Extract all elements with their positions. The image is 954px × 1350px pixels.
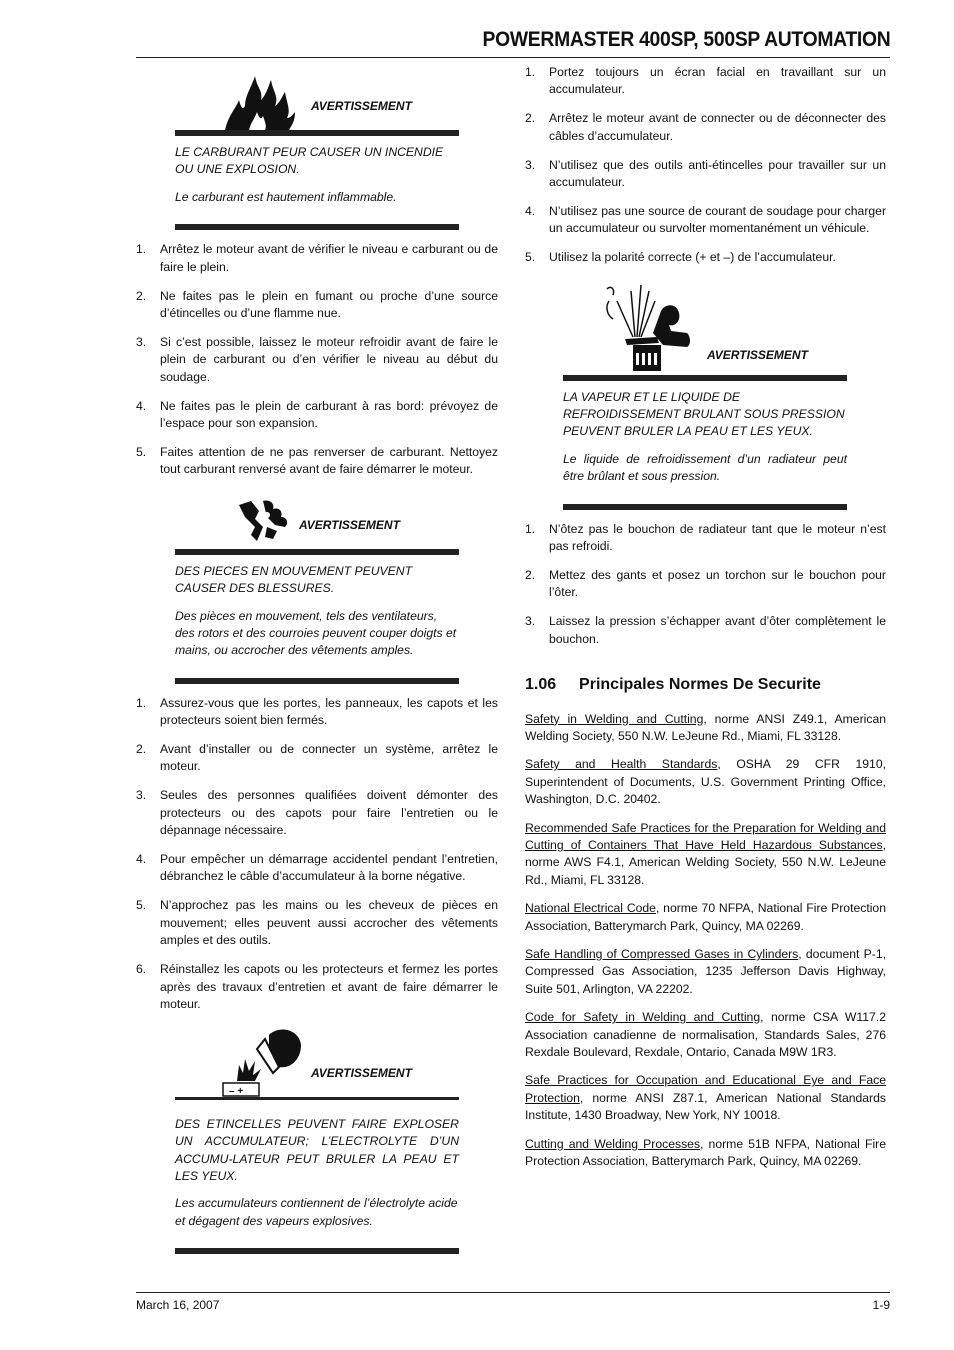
list-item: 2. Mettez des gants et posez un torchon sur le bouchon pour l’ôter. bbox=[525, 568, 886, 600]
moving-parts-list bbox=[136, 695, 498, 1014]
warning-text: Le liquide de refroidissement d’un radiateur peut être brûlant et sous pression. bbox=[563, 451, 847, 484]
list-item: 2. Ne faites pas le plein en fumant ou proche d’une source d’étincelles ou d’une flamme nue. bbox=[136, 288, 498, 320]
list-item: 3. Si c’est possible, laissez le moteur refroidir avant de faire le plein de carburant ou d’en vérifier le niveau au début du soudage. bbox=[136, 334, 498, 384]
reference-item: Safe Handling of Compressed Gases in Cylinders, document P-1, Compressed Gas Association, 1235 Jefferson Davis Highway, Suite 501, Arlington, VA 22202. bbox=[525, 947, 886, 996]
reference-item: National Electrical Code, norme 70 NFPA, National Fire Protection Association, Batterymarch Park, Quincy, MA 02269. bbox=[525, 901, 886, 933]
warning-text: Des pièces en mouvement, tels des ventilateurs, des rotors et des courroies peuvent couper doigts et mains, ou accrocher des vêtements amples. bbox=[175, 608, 457, 658]
radiator-steam-icon bbox=[603, 281, 697, 373]
right-column bbox=[525, 64, 886, 1181]
list-item: 1. Arrêtez le moteur avant de vérifier le niveau e carburant ou de faire le plein. bbox=[136, 242, 498, 274]
reference-item: Safety in Welding and Cutting, norme ANSI Z49.1, American Welding Society, 550 N.W. LeJeune Rd., Miami, FL 33128. bbox=[525, 711, 886, 743]
svg-text:– +: – + bbox=[229, 1085, 244, 1097]
battery-explosion-face-shield-icon bbox=[221, 1025, 303, 1097]
flame-icon bbox=[221, 70, 299, 130]
warning-bar-bottom bbox=[563, 504, 847, 510]
fuel-list bbox=[136, 241, 498, 478]
warning-caps: DES PIECES EN MOUVEMENT PEUVENT CAUSER DES BLESSURES. bbox=[175, 563, 413, 596]
list-item: 3. Seules des personnes qualifiées doivent démonter des protecteurs ou des capots pour faire l’entretien ou le dépannage nécessaire. bbox=[136, 788, 498, 838]
warning-caps: DES ETINCELLES PEUVENT FAIRE EXPLOSER UN ACCUMULATEUR; L’ELECTROLYTE D’UN ACCUMU-LATEUR PEUT BRULER LA PEAU ET LES YEUX. bbox=[175, 1116, 459, 1184]
list-item: 3. N’utilisez que des outils anti-étincelles pour travailler sur un accumulateur. bbox=[525, 157, 886, 190]
list-item: 1. N’ôtez pas le bouchon de radiateur tant que le moteur n’est pas refroidi. bbox=[525, 521, 886, 554]
list-item: 5. Utilisez la polarité correcte (+ et –) de l’accumulateur. bbox=[525, 250, 836, 265]
list-item: 5. Faites attention de ne pas renverser de carburant. Nettoyez tout carburant renversé avant de faire démarrer le moteur. bbox=[136, 444, 498, 477]
list-item: 2. Arrêtez le moteur avant de connecter ou de déconnecter des câbles d’accumulateur. bbox=[525, 111, 886, 143]
header-rule bbox=[136, 57, 890, 58]
footer-page-number: 1-9 bbox=[872, 1298, 890, 1312]
warning-steam bbox=[563, 281, 847, 510]
list-item: 4. Ne faites pas le plein de carburant à ras bord: prévoyez de l’espace pour son expansion. bbox=[136, 398, 498, 430]
warning-text: Les accumulateurs contiennent de l’électrolyte acide et dégagent des vapeurs explosives. bbox=[175, 1196, 458, 1228]
list-item: 3. Laissez la pression s’échapper avant d’ôter complètement le bouchon. bbox=[525, 614, 886, 646]
reference-item: Recommended Safe Practices for the Preparation for Welding and Cutting of Containers That Have Held Hazardous Substances, norme AWS F4.1, American Welding Society, 550 N.W. LeJeune Rd., Miami, FL 33128. bbox=[525, 820, 886, 887]
steam-list bbox=[525, 521, 886, 648]
reference-item: Safe Practices for Occupation and Educational Eye and Face Protection, norme ANSI Z87.1, American National Standards Institute, 1430 Broadway, New York, NY 10018. bbox=[525, 1073, 886, 1123]
warning-label: AVERTISSEMENT bbox=[311, 99, 412, 113]
warning-bar-bottom bbox=[175, 224, 459, 230]
list-item: 2. Avant d’installer ou de connecter un système, arrêtez le moteur. bbox=[136, 742, 498, 774]
reference-item: Safety and Health Standards, OSHA 29 CFR 1910, Superintendent of Documents, U.S. Government Printing Office, Washington, D.C. 20402. bbox=[525, 757, 886, 807]
warning-bar-bottom bbox=[175, 1248, 459, 1254]
reference-item: Code for Safety in Welding and Cutting, norme CSA W117.2 Association canadienne de normalisation, Standards Sales, 276 Rexdale Boulevard, Rexdale, Ontario, Canada M9W 1R3. bbox=[525, 1010, 886, 1060]
warning-caps: LA VAPEUR ET LE LIQUIDE DE REFROIDISSEMENT BRULANT SOUS PRESSION PEUVENT BRULER LA PEAU ET LES YEUX. bbox=[563, 389, 845, 439]
section-title: Principales Normes De Securite bbox=[579, 676, 821, 694]
warning-moving-parts bbox=[175, 493, 459, 684]
warning-caps: LE CARBURANT PEUR CAUSER UN INCENDIE OU UNE EXPLOSION. bbox=[175, 145, 444, 177]
references-list bbox=[525, 711, 886, 1171]
warning-fuel bbox=[175, 68, 459, 230]
warning-bar-bottom bbox=[175, 678, 459, 684]
left-column bbox=[136, 68, 498, 1254]
page-title: POWERMASTER 400SP, 500SP AUTOMATION bbox=[482, 28, 890, 51]
warning-text: Le carburant est hautement inflammable. bbox=[175, 189, 397, 204]
list-item: 1. Portez toujours un écran facial en travaillant sur un accumulateur. bbox=[525, 65, 886, 97]
footer-date: March 16, 2007 bbox=[136, 1298, 220, 1312]
list-item: 4. Pour empêcher un démarrage accidentel pendant l’entretien, débranchez le câble d’accumulateur à la borne négative. bbox=[136, 852, 498, 884]
reference-item: Cutting and Welding Processes, norme 51B NFPA, National Fire Protection Association, Batterymarch Park, Quincy, MA 02269. bbox=[525, 1136, 886, 1169]
warning-battery bbox=[175, 1025, 459, 1254]
footer-rule bbox=[136, 1292, 890, 1293]
warning-label: AVERTISSEMENT bbox=[707, 347, 808, 362]
list-item: 5. N’approchez pas les mains ou les cheveux de pièces en mouvement; elles peuvent aussi accrocher des vêtements amples et des outils. bbox=[136, 898, 498, 948]
list-item: 1. Assurez-vous que les portes, les panneaux, les capots et les protecteurs soient bien fermés. bbox=[136, 695, 498, 728]
moving-parts-hand-icon bbox=[237, 497, 291, 543]
warning-label: AVERTISSEMENT bbox=[311, 1065, 412, 1080]
list-item: 4. N’utilisez pas une source de courant de soudage pour charger un accumulateur ou survolter momentanément un véhicule. bbox=[525, 203, 886, 236]
list-item: 6. Réinstallez les capots ou les protecteurs et fermez les portes après des travaux d’entretien et avant de faire démarrer le moteur. bbox=[136, 962, 498, 1011]
warning-label: AVERTISSEMENT bbox=[299, 517, 400, 532]
section-number: 1.06 bbox=[525, 676, 557, 694]
section-heading bbox=[525, 676, 886, 693]
battery-list bbox=[525, 64, 886, 267]
